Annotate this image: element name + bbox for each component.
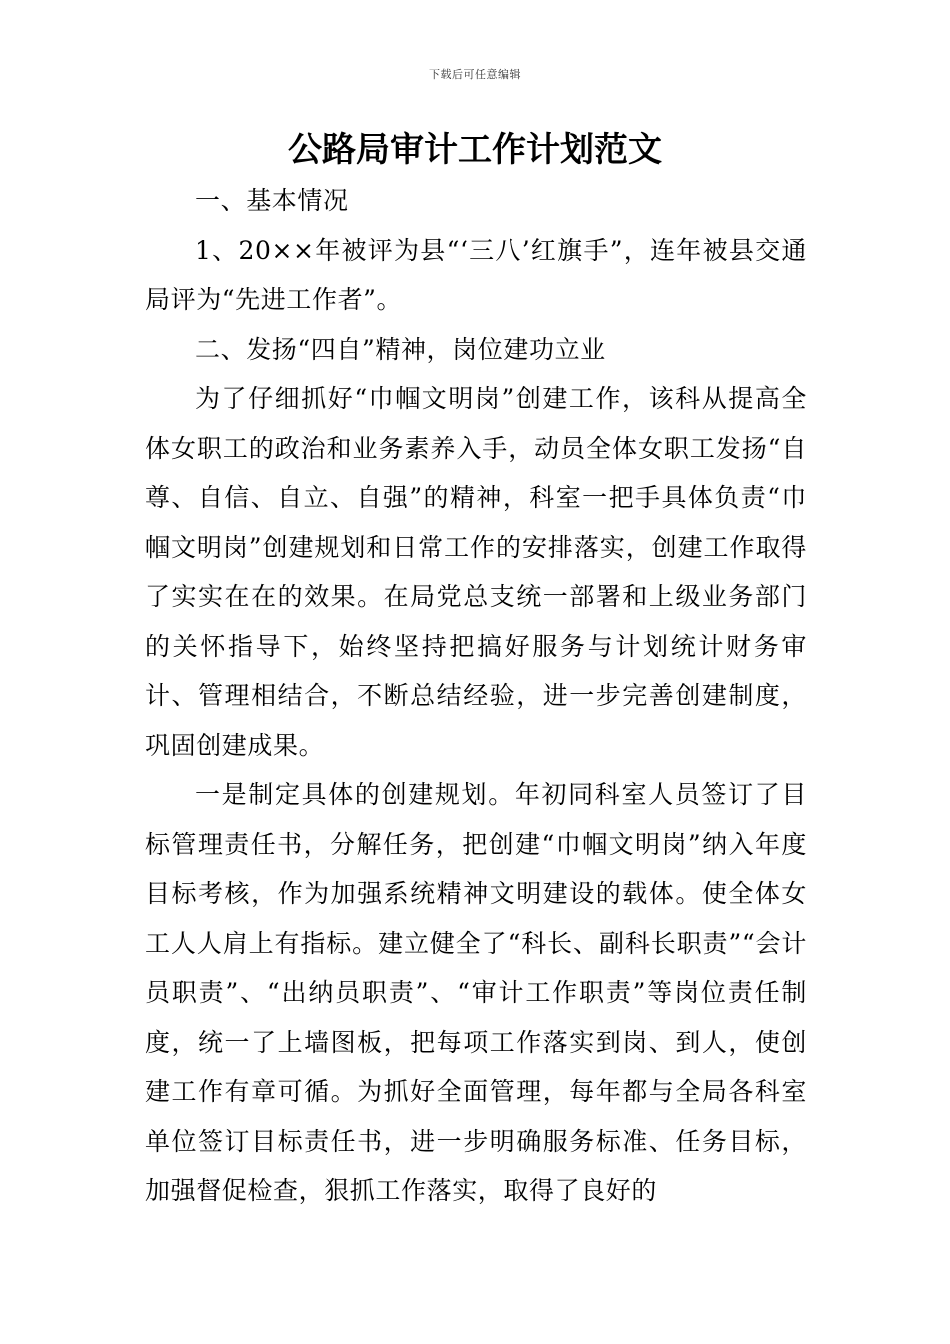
paragraph-creation-work: 为了仔细抓好“巾帼文明岗”创建工作，该科从提高全体女职工的政治和业务素养入手，动员全体女职工发扬“自尊、自信、自立、自强”的精神，科室一把手具体负责“巾帼文明岗”创建规划和日常工作的安排落实，创建工作取得了实实在在的效果。在局党总支统一部署和上级业务部门的关怀指导下，始终坚持把搞好服务与计划统计财务审计、管理相结合，不断总结经验，进一步完善创建制度，巩固创建成果。 xyxy=(145,384,807,760)
section-heading-basic-info: 一、基本情况 xyxy=(195,186,349,215)
section-heading-spirit: 二、发扬“四自”精神，岗位建功立业 xyxy=(195,334,606,364)
paragraph-planning: 一是制定具体的创建规划。年初同科室人员签订了目标管理责任书，分解任务，把创建“巾帼文明岗”纳入年度目标考核，作为加强系统精神文明建设的载体。使全体女工人人肩上有指标。建立健全了“科长、副科长职责”“会计员职责”、“出纳员职责”、“审计工作职责”等岗位责任制度，统一了上墙图板，把每项工作落实到岗、到人，使创建工作有章可循。为抓好全面管理，每年都与全局各科室单位签订目标责任书，进一步明确服务标准、任务目标，加强督促检查，狠抓工作落实，取得了良好的 xyxy=(145,780,807,1205)
paragraph-award: 1、20××年被评为县“‘三八’红旗手”，连年被县交通局评为“先进工作者”。 xyxy=(145,235,807,314)
document-title: 公路局审计工作计划范文 xyxy=(288,130,662,170)
document-body xyxy=(145,176,807,1216)
header-note: 下载后可任意编辑 xyxy=(429,68,521,81)
